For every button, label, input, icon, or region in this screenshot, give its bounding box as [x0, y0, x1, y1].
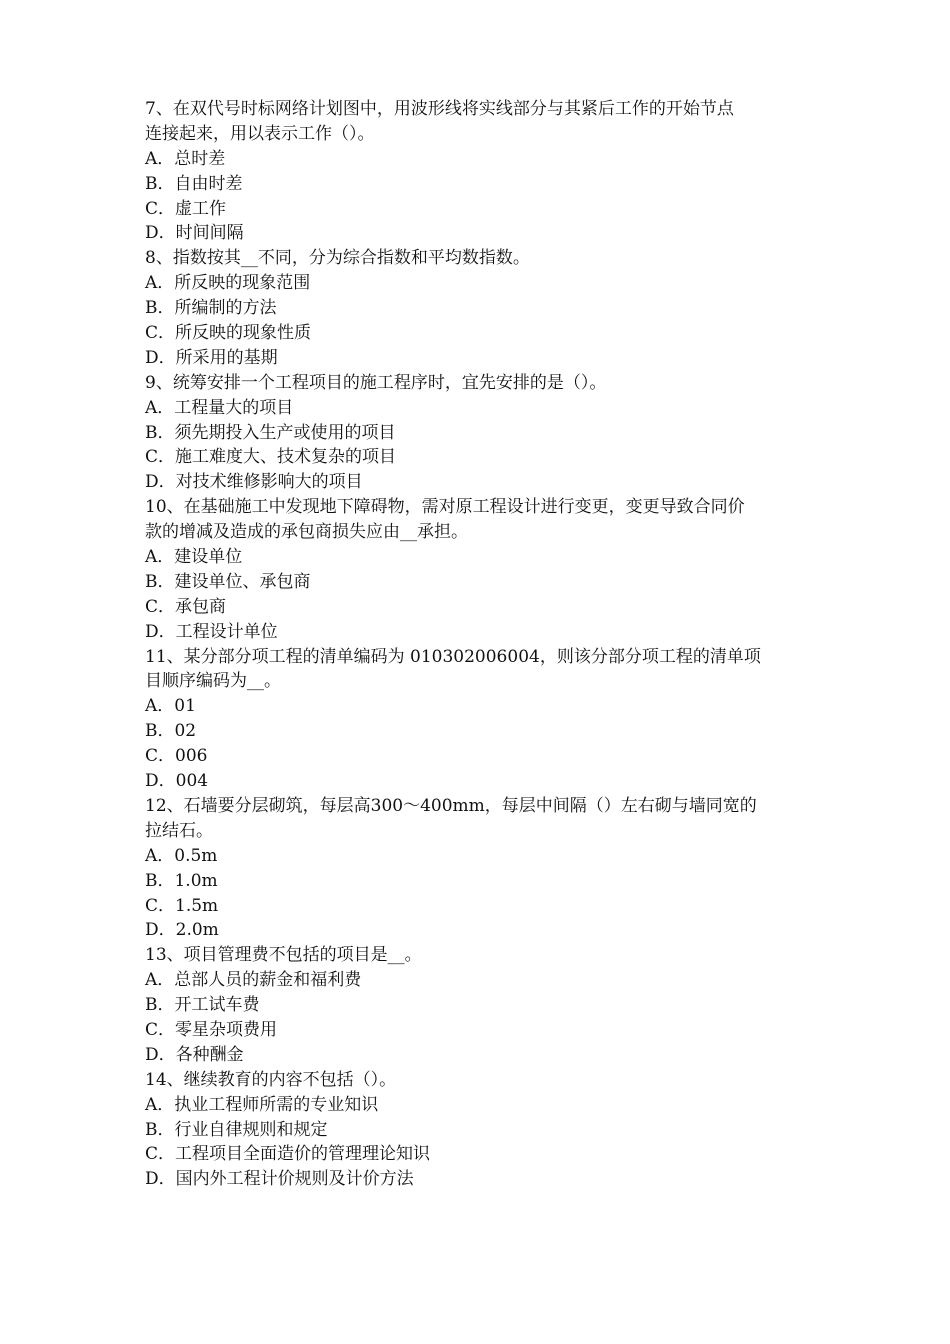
option-a: A．建设单位	[145, 547, 243, 568]
question-7	[145, 97, 815, 246]
question-11	[145, 645, 815, 794]
option-c: C．施工难度大、技术复杂的项目	[145, 447, 397, 468]
option-b: B．须先期投入生产或使用的项目	[145, 422, 396, 443]
option-a: A．总时差	[145, 148, 226, 169]
question-stem: 12、石墙要分层砌筑，每层高300～400mm，每层中间隔（）左右砌与墙同宽的	[145, 795, 757, 816]
option-a: A．总部人员的薪金和福利费	[145, 970, 362, 991]
option-c: C．所反映的现象性质	[145, 323, 312, 344]
question-stem: 连接起来，用以表示工作（）。	[145, 123, 375, 144]
option-b: B．所编制的方法	[145, 298, 277, 319]
question-stem: 7、在双代号时标网络计划图中，用波形线将实线部分与其紧后工作的开始节点	[145, 99, 734, 119]
question-stem: 目顺序编码为__。	[145, 671, 281, 692]
question-stem: 9、统筹安排一个工程项目的施工程序时，宜先安排的是（）。	[145, 372, 607, 393]
option-d: D．2.0m	[145, 920, 219, 941]
document-page	[145, 97, 815, 1192]
option-d: D．对技术维修影响大的项目	[145, 472, 363, 493]
option-c: C．承包商	[145, 596, 227, 617]
question-8	[145, 246, 815, 370]
question-stem: 13、项目管理费不包括的项目是__。	[145, 945, 422, 966]
question-stem: 14、继续教育的内容不包括（）。	[145, 1069, 397, 1090]
question-12	[145, 794, 815, 943]
option-b: B．02	[145, 721, 197, 742]
option-a: A．工程量大的项目	[145, 397, 294, 418]
option-d: D．各种酬金	[145, 1044, 244, 1065]
question-stem: 10、在基础施工中发现地下障碍物，需对原工程设计进行变更，变更导致合同价	[145, 497, 745, 518]
option-b: B．开工试车费	[145, 995, 260, 1016]
question-stem: 款的增减及造成的承包商损失应由__承担。	[145, 522, 468, 543]
option-c: C．006	[145, 746, 208, 767]
option-d: D．工程设计单位	[145, 621, 278, 642]
option-c: C．1.5m	[145, 895, 219, 916]
option-d: D．004	[145, 771, 209, 792]
option-c: C．虚工作	[145, 198, 227, 219]
option-d: D．时间间隔	[145, 223, 244, 244]
option-d: D．国内外工程计价规则及计价方法	[145, 1169, 414, 1190]
option-b: B．自由时差	[145, 173, 243, 194]
question-stem: 11、某分部分项工程的清单编码为 010302006004，则该分部分项工程的清单项	[145, 646, 761, 667]
option-c: C．工程项目全面造价的管理理论知识	[145, 1144, 431, 1165]
option-b: B．1.0m	[145, 870, 218, 891]
option-a: A．所反映的现象范围	[145, 273, 311, 294]
option-d: D．所采用的基期	[145, 347, 278, 368]
question-9	[145, 371, 815, 495]
question-14	[145, 1068, 815, 1192]
option-c: C．零星杂项费用	[145, 1019, 278, 1040]
question-10	[145, 495, 815, 644]
option-a: A．执业工程师所需的专业知识	[145, 1094, 379, 1115]
question-13	[145, 943, 815, 1067]
option-a: A．01	[145, 696, 196, 717]
option-b: B．建设单位、承包商	[145, 571, 311, 592]
option-a: A．0.5m	[145, 845, 218, 866]
option-b: B．行业自律规则和规定	[145, 1119, 328, 1140]
question-stem: 8、指数按其__不同，分为综合指数和平均数指数。	[145, 248, 530, 269]
question-stem: 拉结石。	[145, 820, 213, 841]
